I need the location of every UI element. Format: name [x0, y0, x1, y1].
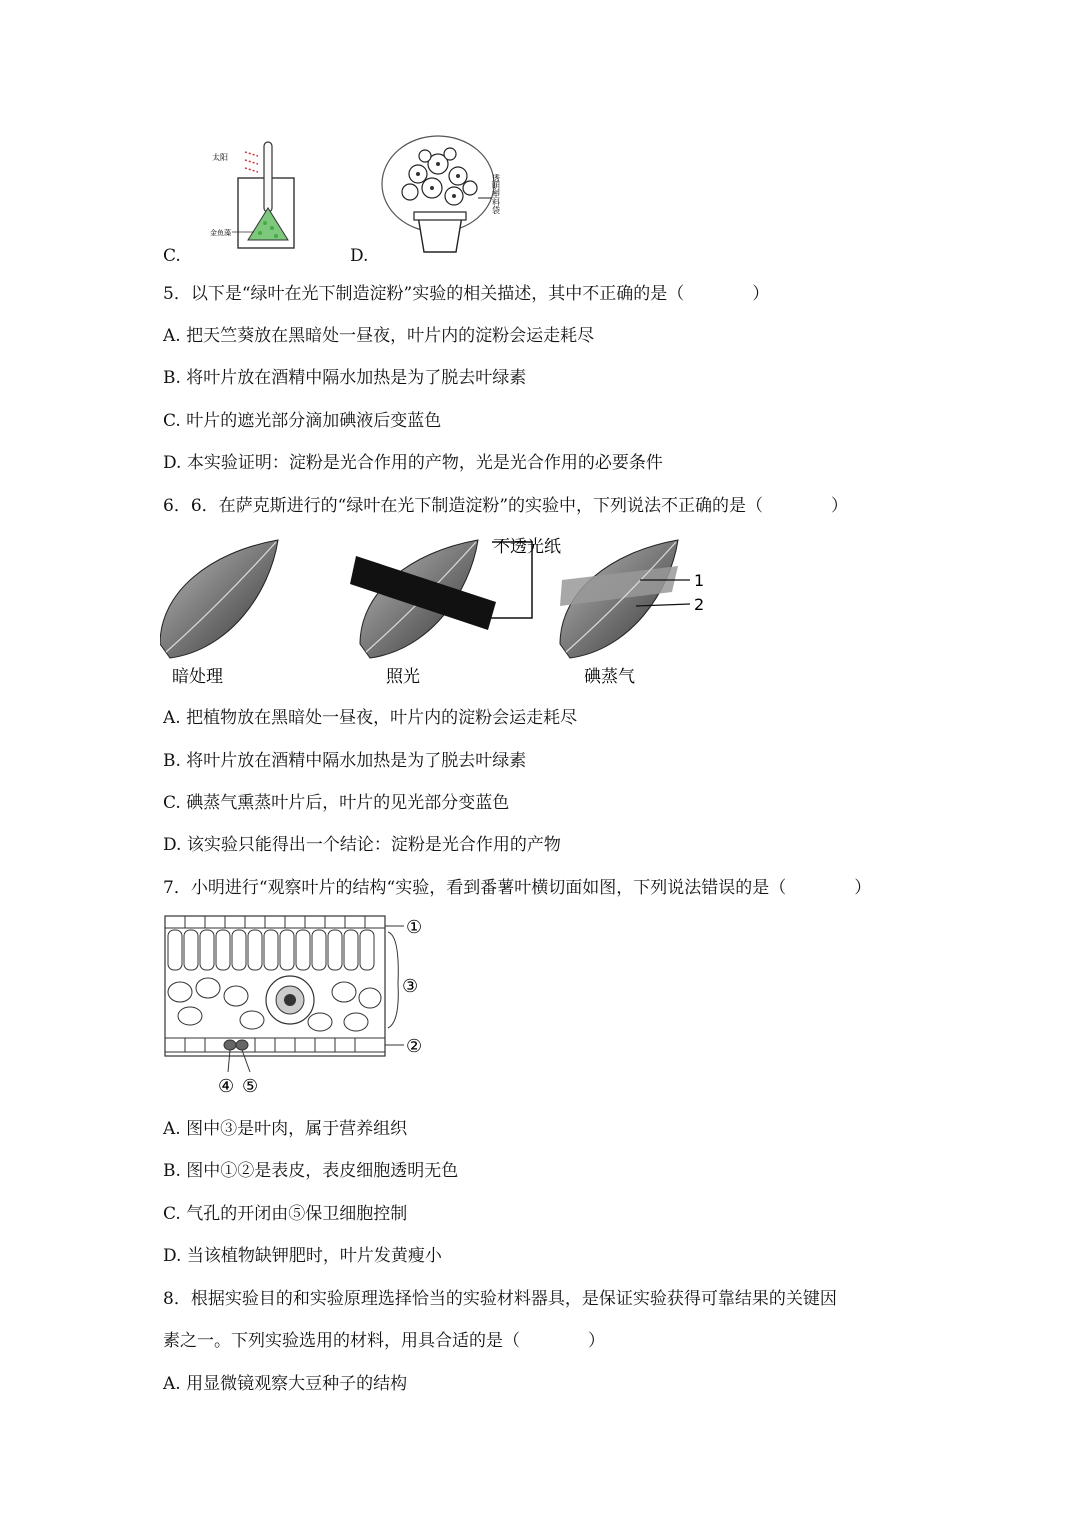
question-5-option-d: D. 本实验证明：淀粉是光合作用的产物，光是光合作用的必要条件	[163, 453, 663, 473]
caption-dark-treatment: 暗处理	[172, 667, 223, 687]
question-8-option-a: A. 用显微镜观察大豆种子的结构	[163, 1374, 408, 1394]
caption-light: 照光	[386, 667, 420, 687]
opaque-paper-label: 不透光纸	[493, 537, 561, 557]
figure-c-aquatic-plant-experiment	[210, 138, 300, 250]
question-6-option-b: B. 将叶片放在酒精中隔水加热是为了脱去叶绿素	[163, 751, 527, 771]
label-lower-epidermis: ②	[406, 1036, 423, 1057]
fig-c-sun-label: 太阳	[212, 153, 228, 162]
caption-iodine-vapor: 碘蒸气	[584, 667, 635, 687]
fig-c-foil-label: 金鱼藻	[210, 229, 231, 237]
question-8-stem-line1: 8．根据实验目的和实验原理选择恰当的实验材料器具，是保证实验获得可靠结果的关键因	[163, 1289, 837, 1309]
question-6-option-c: C. 碘蒸气熏蒸叶片后，叶片的见光部分变蓝色	[163, 793, 510, 813]
question-6-option-a: A. 把植物放在黑暗处一昼夜，叶片内的淀粉会运走耗尽	[163, 708, 578, 728]
question-7-option-a: A. 图中③是叶肉，属于营养组织	[163, 1119, 408, 1139]
fig-d-bag-label: 透明塑料袋	[491, 174, 501, 214]
question-5-option-c: C. 叶片的遮光部分滴加碘液后变蓝色	[163, 411, 442, 431]
question-6-option-d: D. 该实验只能得出一个结论：淀粉是光合作用的产物	[163, 835, 561, 855]
label-guard-cell: ⑤	[242, 1076, 259, 1097]
question-8-stem-line2: 素之一。下列实验选用的材料，用具合适的是（ ）	[163, 1331, 605, 1351]
figure-d-bagged-plant	[380, 134, 520, 256]
question-7-option-b: B. 图中①②是表皮，表皮细胞透明无色	[163, 1161, 459, 1181]
label-stoma: ④	[218, 1076, 235, 1097]
question-6-stem: 6．6．在萨克斯进行的“绿叶在光下制造淀粉”的实验中，下列说法不正确的是（ ）	[163, 496, 849, 516]
question-5-option-a: A. 把天竺葵放在黑暗处一昼夜，叶片内的淀粉会运走耗尽	[163, 326, 595, 346]
option-d-label: D.	[350, 246, 369, 266]
question-5-stem: 5．以下是“绿叶在光下制造淀粉”实验的相关描述，其中不正确的是（ ）	[163, 284, 770, 304]
marker-1: 1	[694, 571, 705, 590]
question-7-option-d: D. 当该植物缺钾肥时，叶片发黄瘦小	[163, 1246, 442, 1266]
figure-leaf-cross-section	[160, 912, 440, 1102]
question-5-option-b: B. 将叶片放在酒精中隔水加热是为了脱去叶绿素	[163, 368, 527, 388]
label-upper-epidermis: ①	[406, 917, 423, 938]
question-7-stem: 7．小明进行“观察叶片的结构“实验，看到番薯叶横切面如图，下列说法错误的是（ ）	[163, 878, 872, 898]
question-7-option-c: C. 气孔的开闭由⑤保卫细胞控制	[163, 1204, 408, 1224]
figure-starch-leaf-experiment	[160, 532, 720, 692]
label-mesophyll: ③	[402, 976, 419, 997]
marker-2: 2	[694, 595, 705, 614]
option-c-label: C.	[163, 246, 181, 266]
